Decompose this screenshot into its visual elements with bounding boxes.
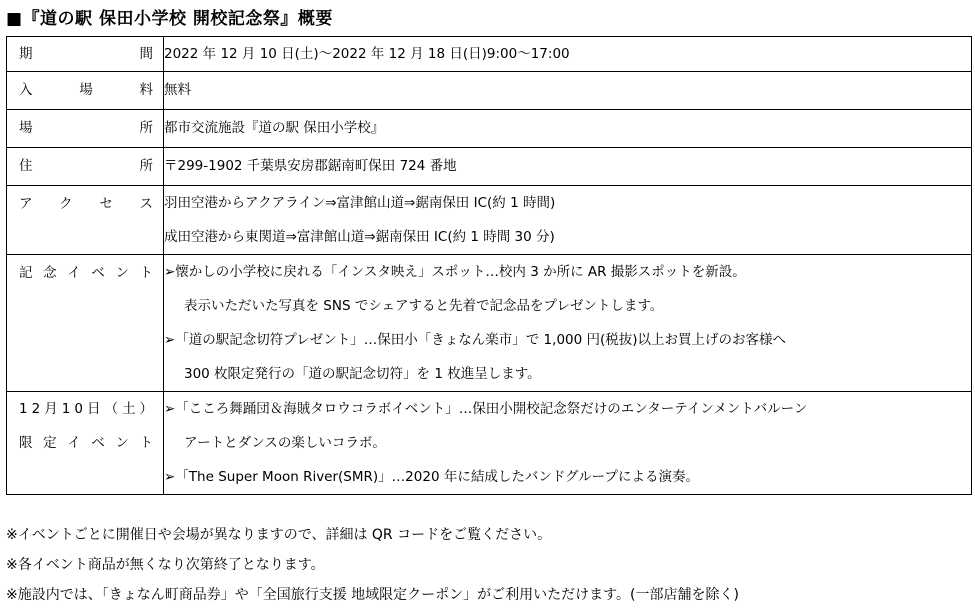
- row-label-limited-events: 1 2 月 1 0 日 （ 土 ） 限 定 イ ベ ン ト: [7, 392, 164, 495]
- page-title: ■『道の駅 保田小学校 開校記念祭』概要: [6, 9, 333, 29]
- note-line: ※施設内では、「きょなん町商品券」や「全国旅行支援 地域限定クーポン」がご利用いただけます。(一部店舗を除く): [6, 587, 739, 603]
- row-label-fee: 入 場 料: [7, 72, 164, 110]
- table-row: [7, 110, 972, 148]
- row-value-access: 羽田空港からアクアライン⇒富津館山道⇒鋸南保田 IC(約 1 時間) 成田空港から東関道⇒富津館山道⇒鋸南保田 IC(約 1 時間 30 分): [164, 186, 972, 255]
- table-row: [7, 37, 972, 72]
- note-line: ※各イベント商品が無くなり次第終了となります。: [6, 557, 325, 573]
- notes: [6, 520, 739, 610]
- table-row: [7, 148, 972, 186]
- table-row: [7, 255, 972, 392]
- table-row: [7, 186, 972, 255]
- overview-table: [6, 36, 972, 495]
- row-label-access: ア ク セ ス: [7, 186, 164, 255]
- row-value-limited-events: ➢「こころ舞踊団＆海賊タロウコラボイベント」…保田小開校記念祭だけのエンターテインメントバルーン アートとダンスの楽しいコラボ。 ➢「The Super Moon River(SMR)」…2020 年に結成したバンドグループによる演奏。: [164, 392, 972, 495]
- note-line: ※イベントごとに開催日や会場が異なりますので、詳細は QR コードをご覧ください。: [6, 527, 552, 543]
- row-value-period: 2022 年 12 月 10 日(土)～2022 年 12 月 18 日(日)9:00～17:00: [164, 37, 972, 72]
- row-value-address: 〒299-1902 千葉県安房郡鋸南町保田 724 番地: [164, 148, 972, 186]
- table-row: [7, 392, 972, 495]
- table-row: [7, 72, 972, 110]
- row-label-period: 期 間: [7, 37, 164, 72]
- row-label-events: 記 念 イ ベ ン ト: [7, 255, 164, 392]
- row-value-events: ➢懐かしの小学校に戻れる「インスタ映え」スポット…校内 3 か所に AR 撮影スポットを新設。 表示いただいた写真を SNS でシェアすると先着で記念品をプレゼントします。 ➢「道の駅記念切符プレゼント」…保田小「きょなん楽市」で 1,000 円(税抜)以上お買上げのお客様へ 300 枚限定発行の「道の駅記念切符」を 1 枚進呈します。: [164, 255, 972, 392]
- row-label-address: 住 所: [7, 148, 164, 186]
- row-value-fee: 無料: [164, 72, 972, 110]
- row-label-venue: 場 所: [7, 110, 164, 148]
- row-value-venue: 都市交流施設『道の駅 保田小学校』: [164, 110, 972, 148]
